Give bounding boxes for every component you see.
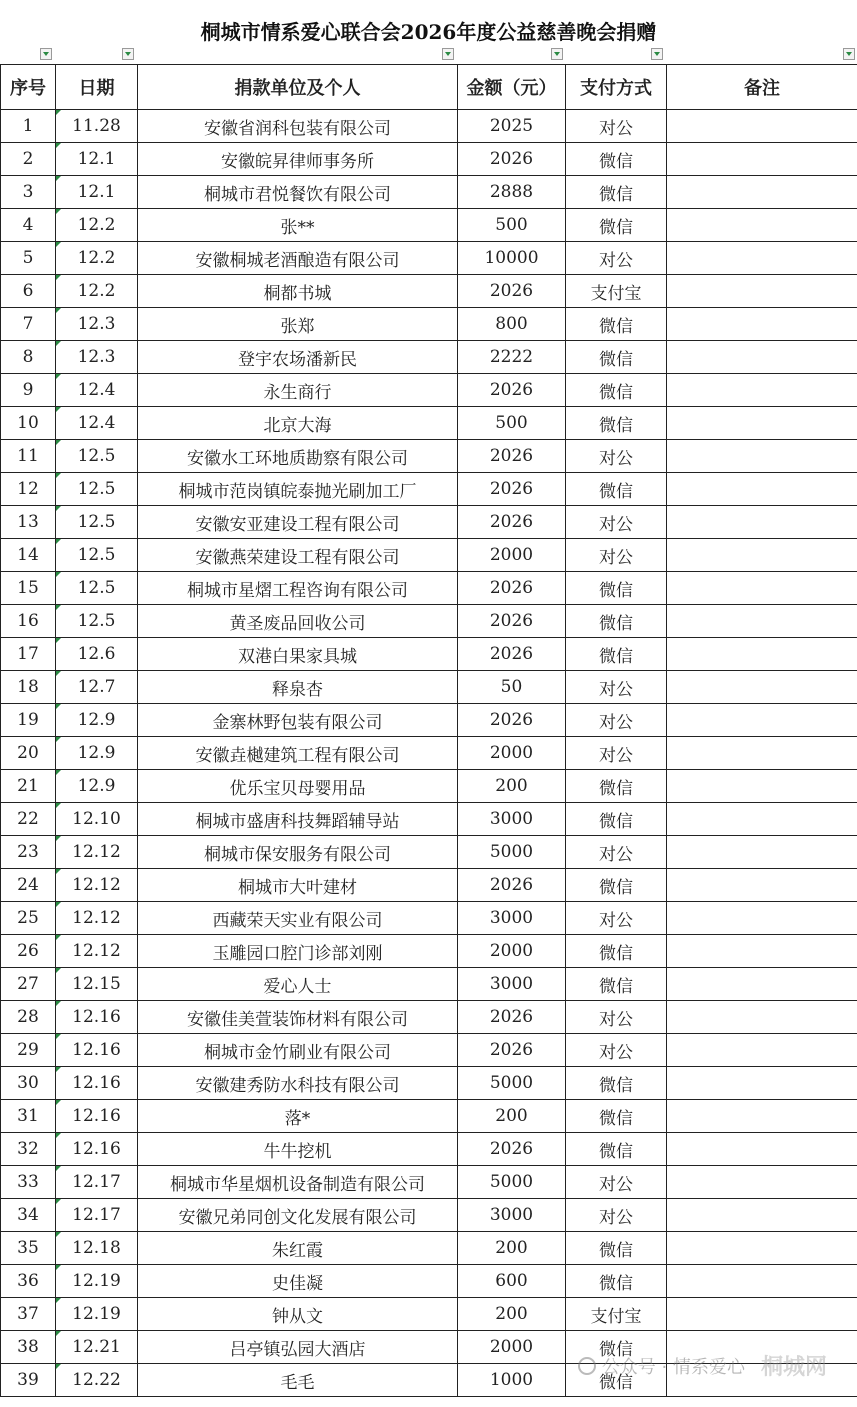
- cell-payment[interactable]: 微信: [566, 935, 667, 968]
- cell-amount[interactable]: 2026: [458, 638, 566, 671]
- cell-amount[interactable]: 200: [458, 1298, 566, 1331]
- cell-index[interactable]: 16: [1, 605, 56, 638]
- table-row: [1, 638, 857, 671]
- cell-donor[interactable]: 安徽省润科包装有限公司: [138, 110, 458, 143]
- table-row: [1, 1001, 857, 1034]
- header-row: [1, 65, 857, 110]
- cell-index[interactable]: 14: [1, 539, 56, 572]
- cell-remarks[interactable]: [667, 935, 857, 968]
- cell-index[interactable]: 8: [1, 341, 56, 374]
- filter-dropdown-icon[interactable]: [843, 48, 855, 60]
- cell-index[interactable]: 2: [1, 143, 56, 176]
- cell-donor[interactable]: 优乐宝贝母婴用品: [138, 770, 458, 803]
- cell-payment[interactable]: 对公: [566, 110, 667, 143]
- cell-date[interactable]: 12.12: [56, 902, 138, 935]
- watermark: [578, 1350, 827, 1381]
- table-row: [1, 737, 857, 770]
- cell-donor[interactable]: 钟从文: [138, 1298, 458, 1331]
- column-header-amount[interactable]: 金额（元）: [458, 65, 566, 110]
- cell-donor[interactable]: 桐城市范岗镇皖泰抛光刷加工厂: [138, 473, 458, 506]
- cell-date[interactable]: 12.19: [56, 1298, 138, 1331]
- cell-date[interactable]: 12.10: [56, 803, 138, 836]
- cell-amount[interactable]: 3000: [458, 803, 566, 836]
- table-body: [1, 110, 857, 1397]
- table-row: [1, 1034, 857, 1067]
- filter-dropdown-icon[interactable]: [442, 48, 454, 60]
- filter-dropdown-icon[interactable]: [40, 48, 52, 60]
- cell-payment[interactable]: 微信: [566, 473, 667, 506]
- table-row: [1, 341, 857, 374]
- cell-remarks[interactable]: [667, 770, 857, 803]
- cell-index[interactable]: 36: [1, 1265, 56, 1298]
- cell-remarks[interactable]: [667, 572, 857, 605]
- table-row: [1, 1298, 857, 1331]
- cell-index[interactable]: 35: [1, 1232, 56, 1265]
- table-row: [1, 1265, 857, 1298]
- cell-index[interactable]: 26: [1, 935, 56, 968]
- cell-index[interactable]: 20: [1, 737, 56, 770]
- cell-index[interactable]: 19: [1, 704, 56, 737]
- table-row: [1, 1199, 857, 1232]
- cell-donor[interactable]: 安徽皖昇律师事务所: [138, 143, 458, 176]
- cell-index[interactable]: 28: [1, 1001, 56, 1034]
- table-row: [1, 242, 857, 275]
- cell-donor[interactable]: 双港白果家具城: [138, 638, 458, 671]
- cell-donor[interactable]: 安徽建秀防水科技有限公司: [138, 1067, 458, 1100]
- cell-donor[interactable]: 释泉杏: [138, 671, 458, 704]
- cell-amount[interactable]: 2888: [458, 176, 566, 209]
- cell-amount[interactable]: 2000: [458, 1331, 566, 1364]
- cell-remarks[interactable]: [667, 308, 857, 341]
- watermark-brand: 桐城网: [760, 1355, 827, 1380]
- table-row: [1, 1100, 857, 1133]
- cell-payment[interactable]: 微信: [566, 638, 667, 671]
- table-row: [1, 176, 857, 209]
- column-header-payment[interactable]: 支付方式: [566, 65, 667, 110]
- cell-date[interactable]: 12.4: [56, 374, 138, 407]
- cell-index[interactable]: 7: [1, 308, 56, 341]
- cell-date[interactable]: 12.16: [56, 1001, 138, 1034]
- cell-index[interactable]: 39: [1, 1364, 56, 1397]
- cell-payment[interactable]: 支付宝: [566, 275, 667, 308]
- cell-donor[interactable]: 桐城市保安服务有限公司: [138, 836, 458, 869]
- cell-amount[interactable]: 5000: [458, 1166, 566, 1199]
- cell-remarks[interactable]: [667, 803, 857, 836]
- cell-index[interactable]: 37: [1, 1298, 56, 1331]
- cell-amount[interactable]: 2026: [458, 1034, 566, 1067]
- cell-index[interactable]: 4: [1, 209, 56, 242]
- cell-index[interactable]: 34: [1, 1199, 56, 1232]
- cell-amount[interactable]: 50: [458, 671, 566, 704]
- cell-amount[interactable]: 2026: [458, 869, 566, 902]
- cell-amount[interactable]: 2026: [458, 572, 566, 605]
- cell-remarks[interactable]: [667, 902, 857, 935]
- cell-payment[interactable]: 微信: [566, 869, 667, 902]
- cell-remarks[interactable]: [667, 671, 857, 704]
- cell-payment[interactable]: 对公: [566, 671, 667, 704]
- cell-remarks[interactable]: [667, 275, 857, 308]
- cell-index[interactable]: 33: [1, 1166, 56, 1199]
- cell-date[interactable]: 11.28: [56, 110, 138, 143]
- cell-index[interactable]: 24: [1, 869, 56, 902]
- cell-date[interactable]: 12.21: [56, 1331, 138, 1364]
- table-row: [1, 803, 857, 836]
- cell-date[interactable]: 12.7: [56, 671, 138, 704]
- cell-remarks[interactable]: [667, 539, 857, 572]
- cell-date[interactable]: 12.12: [56, 935, 138, 968]
- cell-donor[interactable]: 桐城市盛唐科技舞蹈辅导站: [138, 803, 458, 836]
- cell-date[interactable]: 12.5: [56, 506, 138, 539]
- cell-index[interactable]: 38: [1, 1331, 56, 1364]
- cell-payment[interactable]: 对公: [566, 836, 667, 869]
- table-row: [1, 143, 857, 176]
- cell-payment[interactable]: 微信: [566, 143, 667, 176]
- cell-payment[interactable]: 微信: [566, 1364, 667, 1397]
- cell-index[interactable]: 13: [1, 506, 56, 539]
- cell-payment[interactable]: 支付宝: [566, 1298, 667, 1331]
- cell-index[interactable]: 15: [1, 572, 56, 605]
- cell-donor[interactable]: 桐都书城: [138, 275, 458, 308]
- cell-amount[interactable]: 2026: [458, 440, 566, 473]
- cell-date[interactable]: 12.5: [56, 605, 138, 638]
- cell-amount[interactable]: 2026: [458, 605, 566, 638]
- cell-index[interactable]: 11: [1, 440, 56, 473]
- cell-remarks[interactable]: [667, 1034, 857, 1067]
- cell-donor[interactable]: 落*: [138, 1100, 458, 1133]
- cell-amount[interactable]: 600: [458, 1265, 566, 1298]
- cell-date[interactable]: 12.12: [56, 836, 138, 869]
- cell-index[interactable]: 21: [1, 770, 56, 803]
- table-row: [1, 935, 857, 968]
- cell-payment[interactable]: 微信: [566, 374, 667, 407]
- table-row: [1, 605, 857, 638]
- cell-payment[interactable]: 微信: [566, 407, 667, 440]
- cell-date[interactable]: 12.5: [56, 572, 138, 605]
- cell-remarks[interactable]: [667, 143, 857, 176]
- cell-remarks[interactable]: [667, 1265, 857, 1298]
- cell-payment[interactable]: 对公: [566, 242, 667, 275]
- cell-donor[interactable]: 安徽水工环地质勘察有限公司: [138, 440, 458, 473]
- cell-payment[interactable]: 微信: [566, 1232, 667, 1265]
- cell-date[interactable]: 12.3: [56, 308, 138, 341]
- cell-index[interactable]: 29: [1, 1034, 56, 1067]
- cell-donor[interactable]: 爱心人士: [138, 968, 458, 1001]
- cell-remarks[interactable]: [667, 836, 857, 869]
- filter-dropdown-icon[interactable]: [651, 48, 663, 60]
- cell-date[interactable]: 12.16: [56, 1034, 138, 1067]
- table-row: [1, 506, 857, 539]
- cell-amount[interactable]: 3000: [458, 902, 566, 935]
- cell-date[interactable]: 12.9: [56, 737, 138, 770]
- cell-index[interactable]: 23: [1, 836, 56, 869]
- table-row: [1, 1166, 857, 1199]
- cell-date[interactable]: 12.16: [56, 1067, 138, 1100]
- table-row: [1, 770, 857, 803]
- cell-date[interactable]: 12.3: [56, 341, 138, 374]
- cell-payment[interactable]: 对公: [566, 1199, 667, 1232]
- filter-row: [0, 48, 857, 62]
- cell-date[interactable]: 12.9: [56, 770, 138, 803]
- cell-remarks[interactable]: [667, 605, 857, 638]
- cell-remarks[interactable]: [667, 506, 857, 539]
- cell-amount[interactable]: 200: [458, 770, 566, 803]
- cell-remarks[interactable]: [667, 407, 857, 440]
- cell-amount[interactable]: 3000: [458, 1199, 566, 1232]
- cell-remarks[interactable]: [667, 1100, 857, 1133]
- table-row: [1, 473, 857, 506]
- cell-date[interactable]: 12.5: [56, 440, 138, 473]
- cell-remarks[interactable]: [667, 737, 857, 770]
- cell-index[interactable]: 22: [1, 803, 56, 836]
- cell-amount[interactable]: 3000: [458, 968, 566, 1001]
- table-row: [1, 1133, 857, 1166]
- cell-remarks[interactable]: [667, 242, 857, 275]
- table-row: [1, 407, 857, 440]
- cell-payment[interactable]: 对公: [566, 1001, 667, 1034]
- cell-remarks[interactable]: [667, 1199, 857, 1232]
- cell-donor[interactable]: 桐城市华星烟机设备制造有限公司: [138, 1166, 458, 1199]
- table-row: [1, 374, 857, 407]
- cell-payment[interactable]: 微信: [566, 572, 667, 605]
- cell-date[interactable]: 12.17: [56, 1199, 138, 1232]
- cell-index[interactable]: 6: [1, 275, 56, 308]
- table-row: [1, 209, 857, 242]
- cell-payment[interactable]: 微信: [566, 176, 667, 209]
- cell-amount[interactable]: 2026: [458, 473, 566, 506]
- cell-payment[interactable]: 微信: [566, 1133, 667, 1166]
- cell-remarks[interactable]: [667, 341, 857, 374]
- cell-date[interactable]: 12.16: [56, 1133, 138, 1166]
- cell-index[interactable]: 17: [1, 638, 56, 671]
- cell-remarks[interactable]: [667, 473, 857, 506]
- cell-remarks[interactable]: [667, 110, 857, 143]
- cell-date[interactable]: 12.19: [56, 1265, 138, 1298]
- table-row: [1, 836, 857, 869]
- cell-amount[interactable]: 2000: [458, 935, 566, 968]
- table-row: [1, 902, 857, 935]
- cell-date[interactable]: 12.18: [56, 1232, 138, 1265]
- cell-amount[interactable]: 2222: [458, 341, 566, 374]
- cell-amount[interactable]: 2025: [458, 110, 566, 143]
- cell-donor[interactable]: 桐城市金竹刷业有限公司: [138, 1034, 458, 1067]
- cell-donor[interactable]: 金寨林野包装有限公司: [138, 704, 458, 737]
- cell-payment[interactable]: 微信: [566, 803, 667, 836]
- table-row: [1, 539, 857, 572]
- table-row: [1, 275, 857, 308]
- cell-remarks[interactable]: [667, 869, 857, 902]
- cell-index[interactable]: 10: [1, 407, 56, 440]
- cell-donor[interactable]: 张郑: [138, 308, 458, 341]
- cell-amount[interactable]: 2026: [458, 143, 566, 176]
- cell-donor[interactable]: 安徽垚樾建筑工程有限公司: [138, 737, 458, 770]
- cell-amount[interactable]: 5000: [458, 1067, 566, 1100]
- cell-date[interactable]: 12.5: [56, 473, 138, 506]
- cell-index[interactable]: 31: [1, 1100, 56, 1133]
- cell-date[interactable]: 12.9: [56, 704, 138, 737]
- cell-remarks[interactable]: [667, 1232, 857, 1265]
- cell-date[interactable]: 12.22: [56, 1364, 138, 1397]
- cell-donor[interactable]: 西藏荣天实业有限公司: [138, 902, 458, 935]
- cell-amount[interactable]: 500: [458, 407, 566, 440]
- cell-amount[interactable]: 2026: [458, 1133, 566, 1166]
- table-row: [1, 1067, 857, 1100]
- cell-donor[interactable]: 史佳凝: [138, 1265, 458, 1298]
- cell-index[interactable]: 9: [1, 374, 56, 407]
- cell-date[interactable]: 12.2: [56, 275, 138, 308]
- filter-dropdown-icon[interactable]: [551, 48, 563, 60]
- cell-amount[interactable]: 2026: [458, 704, 566, 737]
- cell-payment[interactable]: 微信: [566, 1331, 667, 1364]
- table-row: [1, 440, 857, 473]
- cell-donor[interactable]: 朱红霞: [138, 1232, 458, 1265]
- filter-dropdown-icon[interactable]: [122, 48, 134, 60]
- table-row: [1, 572, 857, 605]
- cell-date[interactable]: 12.17: [56, 1166, 138, 1199]
- cell-donor[interactable]: 玉雕园口腔门诊部刘刚: [138, 935, 458, 968]
- cell-amount[interactable]: 200: [458, 1100, 566, 1133]
- cell-donor[interactable]: 桐城市君悦餐饮有限公司: [138, 176, 458, 209]
- cell-donor[interactable]: 安徽佳美萱装饰材料有限公司: [138, 1001, 458, 1034]
- column-header-donor[interactable]: 捐款单位及个人: [138, 65, 458, 110]
- cell-donor[interactable]: 登宇农场潘新民: [138, 341, 458, 374]
- cell-remarks[interactable]: [667, 1133, 857, 1166]
- column-header-remarks[interactable]: 备注: [667, 65, 857, 110]
- cell-amount[interactable]: 2026: [458, 1001, 566, 1034]
- cell-donor[interactable]: 吕亭镇弘园大酒店: [138, 1331, 458, 1364]
- cell-date[interactable]: 12.2: [56, 209, 138, 242]
- table-row: [1, 671, 857, 704]
- cell-index[interactable]: 18: [1, 671, 56, 704]
- donation-table: [0, 64, 857, 1397]
- cell-remarks[interactable]: [667, 1001, 857, 1034]
- cell-payment[interactable]: 微信: [566, 1265, 667, 1298]
- table-row: [1, 869, 857, 902]
- cell-date[interactable]: 12.15: [56, 968, 138, 1001]
- cell-remarks[interactable]: [667, 638, 857, 671]
- cell-amount[interactable]: 10000: [458, 242, 566, 275]
- cell-payment[interactable]: 微信: [566, 1100, 667, 1133]
- cell-date[interactable]: 12.2: [56, 242, 138, 275]
- cell-payment[interactable]: 对公: [566, 539, 667, 572]
- cell-payment[interactable]: 微信: [566, 308, 667, 341]
- cell-date[interactable]: 12.5: [56, 539, 138, 572]
- cell-remarks[interactable]: [667, 176, 857, 209]
- cell-amount[interactable]: 800: [458, 308, 566, 341]
- cell-index[interactable]: 27: [1, 968, 56, 1001]
- cell-date[interactable]: 12.4: [56, 407, 138, 440]
- wechat-logo-icon: [578, 1357, 596, 1375]
- cell-payment[interactable]: 微信: [566, 770, 667, 803]
- cell-donor[interactable]: 北京大海: [138, 407, 458, 440]
- cell-remarks[interactable]: [667, 1166, 857, 1199]
- watermark-text: 公众号 · 情系爱心: [601, 1356, 745, 1378]
- cell-index[interactable]: 3: [1, 176, 56, 209]
- cell-amount[interactable]: 1000: [458, 1364, 566, 1397]
- cell-amount[interactable]: 2026: [458, 275, 566, 308]
- cell-payment[interactable]: 微信: [566, 605, 667, 638]
- cell-amount[interactable]: 5000: [458, 836, 566, 869]
- table-row: [1, 968, 857, 1001]
- cell-donor[interactable]: 永生商行: [138, 374, 458, 407]
- cell-donor[interactable]: 桐城市大叶建材: [138, 869, 458, 902]
- cell-date[interactable]: 12.1: [56, 143, 138, 176]
- cell-payment[interactable]: 对公: [566, 902, 667, 935]
- cell-remarks[interactable]: [667, 968, 857, 1001]
- cell-amount[interactable]: 2000: [458, 539, 566, 572]
- table-row: [1, 110, 857, 143]
- cell-payment[interactable]: 微信: [566, 209, 667, 242]
- cell-payment[interactable]: 对公: [566, 704, 667, 737]
- cell-remarks[interactable]: [667, 1067, 857, 1100]
- cell-donor[interactable]: 黄圣废品回收公司: [138, 605, 458, 638]
- cell-index[interactable]: 32: [1, 1133, 56, 1166]
- cell-amount[interactable]: 500: [458, 209, 566, 242]
- cell-date[interactable]: 12.6: [56, 638, 138, 671]
- cell-donor[interactable]: 桐城市星熠工程咨询有限公司: [138, 572, 458, 605]
- cell-remarks[interactable]: [667, 440, 857, 473]
- cell-date[interactable]: 12.12: [56, 869, 138, 902]
- cell-date[interactable]: 12.16: [56, 1100, 138, 1133]
- sheet-title: 桐城市情系爱心联合会2026年度公益慈善晚会捐赠: [200, 20, 657, 44]
- cell-payment[interactable]: 对公: [566, 737, 667, 770]
- cell-index[interactable]: 30: [1, 1067, 56, 1100]
- cell-payment[interactable]: 对公: [566, 506, 667, 539]
- cell-amount[interactable]: 2026: [458, 506, 566, 539]
- table-row: [1, 704, 857, 737]
- cell-remarks[interactable]: [667, 1298, 857, 1331]
- cell-index[interactable]: 12: [1, 473, 56, 506]
- cell-donor[interactable]: 安徽燕荣建设工程有限公司: [138, 539, 458, 572]
- cell-amount[interactable]: 2026: [458, 374, 566, 407]
- cell-payment[interactable]: 微信: [566, 1067, 667, 1100]
- cell-payment[interactable]: 对公: [566, 1034, 667, 1067]
- cell-donor[interactable]: 张**: [138, 209, 458, 242]
- cell-amount[interactable]: 2000: [458, 737, 566, 770]
- cell-amount[interactable]: 200: [458, 1232, 566, 1265]
- cell-payment[interactable]: 微信: [566, 341, 667, 374]
- cell-donor[interactable]: 安徽桐城老酒酿造有限公司: [138, 242, 458, 275]
- column-header-date[interactable]: 日期: [56, 65, 138, 110]
- cell-donor[interactable]: 毛毛: [138, 1364, 458, 1397]
- cell-payment[interactable]: 对公: [566, 440, 667, 473]
- cell-donor[interactable]: 安徽安亚建设工程有限公司: [138, 506, 458, 539]
- cell-remarks[interactable]: [667, 209, 857, 242]
- cell-date[interactable]: 12.1: [56, 176, 138, 209]
- cell-index[interactable]: 1: [1, 110, 56, 143]
- cell-donor[interactable]: 牛牛挖机: [138, 1133, 458, 1166]
- cell-index[interactable]: 5: [1, 242, 56, 275]
- cell-remarks[interactable]: [667, 374, 857, 407]
- cell-donor[interactable]: 安徽兄弟同创文化发展有限公司: [138, 1199, 458, 1232]
- table-row: [1, 1232, 857, 1265]
- cell-remarks[interactable]: [667, 704, 857, 737]
- cell-payment[interactable]: 对公: [566, 1166, 667, 1199]
- table-row: [1, 308, 857, 341]
- column-header-index[interactable]: 序号: [1, 65, 56, 110]
- cell-index[interactable]: 25: [1, 902, 56, 935]
- cell-payment[interactable]: 微信: [566, 968, 667, 1001]
